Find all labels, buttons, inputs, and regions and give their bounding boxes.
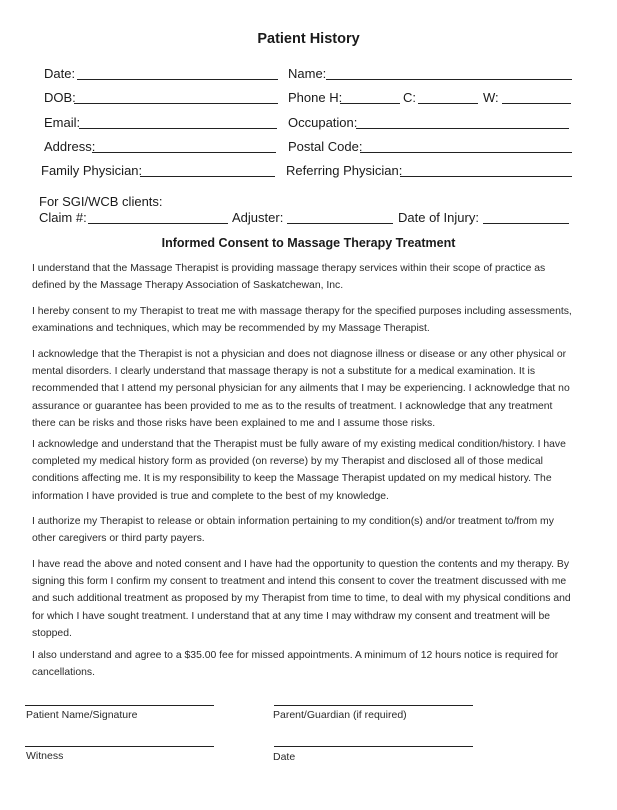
consent-paragraph-2: I hereby consent to my Therapist to treat me with massage therapy for the specified purposes including assessments, examinations and techniques, which may be recommended by my Massage Therapist. bbox=[32, 306, 572, 335]
consent-paragraph-3: I acknowledge that the Therapist is not a physician and does not diagnose illness or disease or any other physical or mental disorders. I clearly understand that massage therapy is not a substitute for a medical examination. It is recommended that I attend my personal physician for any ailments that I may be experiencing. I acknowledge that no assurance or guarantee has been provided to me as to the results of treatment. I acknowledge that any treatment there can be risks and those risks have been explained to me and I assume those risks. bbox=[32, 349, 570, 429]
parent-signature-label: Parent/Guardian (if required) bbox=[273, 709, 407, 721]
adjuster-label: Adjuster: bbox=[232, 210, 284, 225]
phone-w-field[interactable] bbox=[502, 103, 571, 104]
email-field[interactable] bbox=[79, 128, 277, 129]
phone-c-field[interactable] bbox=[418, 103, 478, 104]
phone-w-label: W: bbox=[483, 90, 499, 105]
phone-h-field[interactable] bbox=[340, 103, 400, 104]
consent-paragraph-6: I have read the above and noted consent and I have had the opportunity to question the contents and my therapy. By signing this form I confirm my consent to treatment and intend this consent to cover the treatment discussed with me and such additional treatment as proposed by my Therapist from time to time, to deal with my physical conditions and for which I have sought treatment. I understand that at any time I may withdraw my consent and treatment will be stopped. bbox=[32, 559, 571, 639]
date-signature-field[interactable] bbox=[274, 746, 473, 747]
name-label: Name: bbox=[288, 66, 327, 81]
consent-paragraph-7: I also understand and agree to a $35.00 fee for missed appointments. A minimum of 12 hours notice is required for cancellations. bbox=[32, 650, 559, 679]
name-field[interactable] bbox=[326, 79, 572, 80]
date-signature-label: Date bbox=[273, 751, 296, 763]
consent-paragraph-5: I authorize my Therapist to release or obtain information pertaining to my condition(s) and/or treatment to/from my other caregivers or third party payers. bbox=[32, 516, 554, 545]
email-label: Email: bbox=[44, 115, 81, 130]
consent-title: Informed Consent to Massage Therapy Treatment bbox=[161, 236, 456, 250]
postal-code-label: Postal Code: bbox=[288, 139, 363, 154]
date-of-injury-label: Date of Injury: bbox=[398, 210, 479, 225]
referring-physician-label: Referring Physician: bbox=[286, 163, 403, 178]
claim-field[interactable] bbox=[88, 223, 228, 224]
address-field[interactable] bbox=[92, 152, 276, 153]
consent-paragraph-1: I understand that the Massage Therapist is providing massage therapy services within their scope of practice as defined by the Massage Therapy Association of Saskatchewan, Inc. bbox=[32, 263, 546, 292]
date-of-injury-field[interactable] bbox=[483, 223, 569, 224]
phone-c-label: C: bbox=[403, 90, 416, 105]
witness-signature-field[interactable] bbox=[25, 746, 214, 747]
parent-signature-field[interactable] bbox=[274, 705, 473, 706]
claim-label: Claim #: bbox=[39, 210, 87, 225]
patient-signature-label: Patient Name/Signature bbox=[26, 709, 138, 721]
consent-paragraph-4: I acknowledge and understand that the Therapist must be fully aware of my existing medical condition/history. I have completed my medical history form as provided (on reverse) by my Therapist and disclosed all of those medical conditions affecting me. It is my responsibility to keep the Massage Therapist updated on my medical history. The information I have provided is true and complete to the best of my knowledge. bbox=[32, 439, 566, 502]
sgi-wcb-heading: For SGI/WCB clients: bbox=[39, 194, 163, 209]
date-field[interactable] bbox=[77, 79, 278, 80]
witness-label: Witness bbox=[26, 750, 64, 762]
date-label: Date: bbox=[44, 66, 76, 81]
address-label: Address: bbox=[44, 139, 96, 154]
adjuster-field[interactable] bbox=[287, 223, 393, 224]
phone-h-label: Phone H: bbox=[288, 90, 343, 105]
dob-label: DOB: bbox=[44, 90, 76, 105]
patient-signature-field[interactable] bbox=[25, 705, 214, 706]
page-title: Patient History bbox=[257, 31, 360, 47]
occupation-label: Occupation: bbox=[288, 115, 358, 130]
family-physician-label: Family Physician: bbox=[41, 163, 143, 178]
referring-physician-field[interactable] bbox=[400, 176, 572, 177]
postal-code-field[interactable] bbox=[360, 152, 572, 153]
dob-field[interactable] bbox=[74, 103, 278, 104]
occupation-field[interactable] bbox=[356, 128, 569, 129]
family-physician-field[interactable] bbox=[140, 176, 275, 177]
